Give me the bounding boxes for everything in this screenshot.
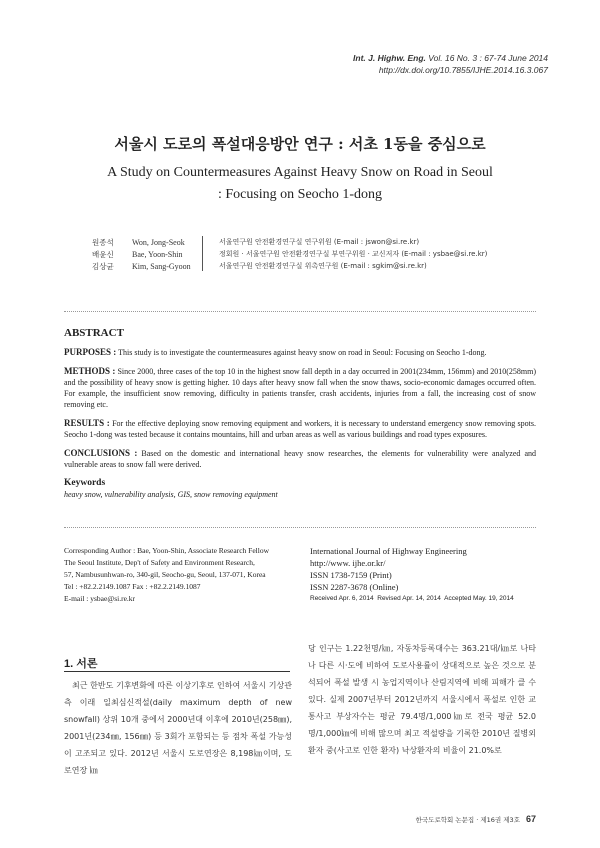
body-paragraph: 당 인구는 1.22천명/㎞, 자동차등록대수는 363.21대/㎞로 나타나 다른 시·도에 비하여 도로사용률이 상대적으로 높은 것으로 분석되어 폭설 발생 시 농업지역이나 산림지역에 비해 피해가 클 수 있다. 실제 2007년부터 2012년까지 서울시에서 폭설로 인한 교통사고 부상자수는 평균 79.4명/1,000㎞로 전국 평균 52.0명/1,000㎞에 비해 많으며 최고 적설량을 기록한 2010년 질병외환자 중(사고로 인한 환자) 낙상환자의 비율이 21.0%로 [308, 644, 536, 755]
corr-line: Tel : +82.2.2149.1087 Fax : +82.2.2149.1087 [64, 582, 201, 591]
page-number: 67 [525, 814, 536, 824]
author-affiliation: 서울연구원 안전환경연구실 위촉연구원 (E-mail : sgkim@si.re.kr) [219, 262, 427, 270]
results-text: For the effective deploying snow removing equipment and workers, it is necessary to understand emergency snow removing spots. Seocho 1-dong was tested because it contains mountains, hill and urban areas as well as various buildings and road types exposures. [64, 419, 537, 439]
author-english-name: Won, Jong-Seok [132, 237, 185, 247]
revised-label: Revised [377, 595, 401, 602]
footer-journal: 한국도로학회 논문집 · 제16권 제3호 [415, 815, 520, 824]
issn-print: ISSN 1738-7159 (Print) [310, 570, 392, 580]
divider [64, 527, 536, 528]
corr-email: E-mail : ysbae@si.re.kr [64, 594, 136, 603]
received-label: Received [310, 595, 338, 602]
section-rule [64, 671, 290, 672]
english-title-line2: : Focusing on Seocho 1-dong [217, 187, 383, 202]
conclusions-label: CONCLUSIONS : [64, 448, 138, 458]
abstract-section [64, 328, 536, 500]
methods-text: Since 2000, three cases of the top 10 in the highest snow fall depth in a day occurred in 2001(234mm, 156mm) and 2010(258mm) and the possibility of heavy snow is getting higher. 10 days after heavy snow fall when the snow thaws, socio-economic damages occurred often. For example, the insufficient snow removing, difficulty in patients transfer, crash accidents, injuries from a fall, the increasing cost of snow removing etc. [64, 367, 536, 409]
journal-header [353, 52, 548, 76]
author-row [92, 236, 487, 248]
keywords-text: heavy snow, vulnerability analysis, GIS, snow removing equipment [64, 490, 278, 499]
divider [64, 311, 536, 312]
volume-info: Vol. 16 No. 3 : 67-74 June 2014 [428, 53, 548, 63]
corr-line: The Seoul Institute, Dep't of Safety and Environment Research, [64, 558, 255, 567]
issn-online: ISSN 2287-3678 (Online) [310, 582, 399, 592]
author-affiliation: 서울연구원 안전환경연구실 연구위원 (E-mail : jswon@si.re.kr) [219, 238, 420, 246]
page-footer [416, 814, 536, 824]
body-right-column [308, 640, 536, 759]
english-title-line1: A Study on Countermeasures Against Heavy Snow on Road in Seoul [107, 165, 493, 180]
body-left-column [64, 677, 292, 779]
author-korean-name: 원종석 [92, 237, 114, 247]
journal-full-name: International Journal of Highway Engineering [310, 546, 467, 556]
corr-line: Corresponding Author : Bae, Yoon-Shin, Associate Research Fellow [64, 546, 269, 555]
english-title [0, 162, 600, 206]
abstract-methods [64, 366, 536, 410]
author-list [92, 236, 487, 272]
abstract-heading: ABSTRACT [64, 327, 124, 339]
korean-title: 서울시 도로의 폭설대응방안 연구 : 서초 1동을 중심으로 [114, 135, 486, 153]
author-separator [202, 236, 203, 271]
article-dates [310, 593, 550, 605]
author-korean-name: 배윤신 [92, 249, 114, 259]
purposes-text: This study is to investigate the countermeasures against heavy snow on road in Seoul: Focusing on Seocho 1-dong. [118, 348, 487, 357]
journal-info [310, 545, 550, 605]
results-label: RESULTS : [64, 418, 110, 428]
accepted-date: May. 19, 2014 [473, 595, 514, 602]
abstract-purposes [64, 347, 536, 358]
section-title: 1. 서론 [64, 658, 98, 670]
author-korean-name: 김상균 [92, 261, 114, 271]
conclusions-text: Based on the domestic and international heavy snow researches, the elements for vulnerability were analyzed and vulnerable areas to snow fall were derived. [64, 449, 537, 469]
corr-line: 57, Nambusunhwan-ro, 340-gil, Seocho-gu, Seoul, 137-071, Korea [64, 570, 266, 579]
revised-date: Apr. 14, 2014 [402, 595, 441, 602]
author-affiliation: 정회원 · 서울연구원 안전환경연구실 부연구위원 · 교신저자 (E-mail : ysbae@si.re.kr) [219, 250, 488, 258]
author-english-name: Kim, Sang-Gyoon [132, 261, 191, 271]
abstract-conclusions [64, 448, 536, 470]
author-row [92, 248, 487, 260]
accepted-label: Accepted [444, 595, 472, 602]
author-row [92, 260, 487, 272]
journal-url[interactable]: http://www. ijhe.or.kr/ [310, 558, 386, 568]
journal-citation [353, 52, 548, 64]
author-english-name: Bae, Yoon-Shin [132, 249, 183, 259]
corresponding-author [64, 545, 296, 605]
doi-link[interactable]: http://dx.doi.org/10.7855/IJHE.2014.16.3.067 [378, 65, 548, 75]
purposes-label: PURPOSES : [64, 347, 117, 357]
received-date: Apr. 6, 2014 [338, 595, 374, 602]
journal-name: Int. J. Highw. Eng. [353, 53, 426, 63]
body-paragraph: 최근 한반도 기후변화에 따른 이상기후로 인하여 서울시 기상관측 이래 일최심신적설(daily maximum depth of new snowfall) 상위 10개 중에서 2000년대 이후에 2010년(258㎜), 2001년(234㎜, 156㎜) 등 3회가 포함되는 등 점차 폭설 가능성이 고조되고 있다. 2012년 서울시 도로연장은 8,198㎞이며, 도로연장 ㎞ [64, 681, 292, 775]
abstract-results [64, 418, 536, 440]
methods-label: METHODS : [64, 366, 116, 376]
keywords-heading: Keywords [64, 478, 106, 488]
